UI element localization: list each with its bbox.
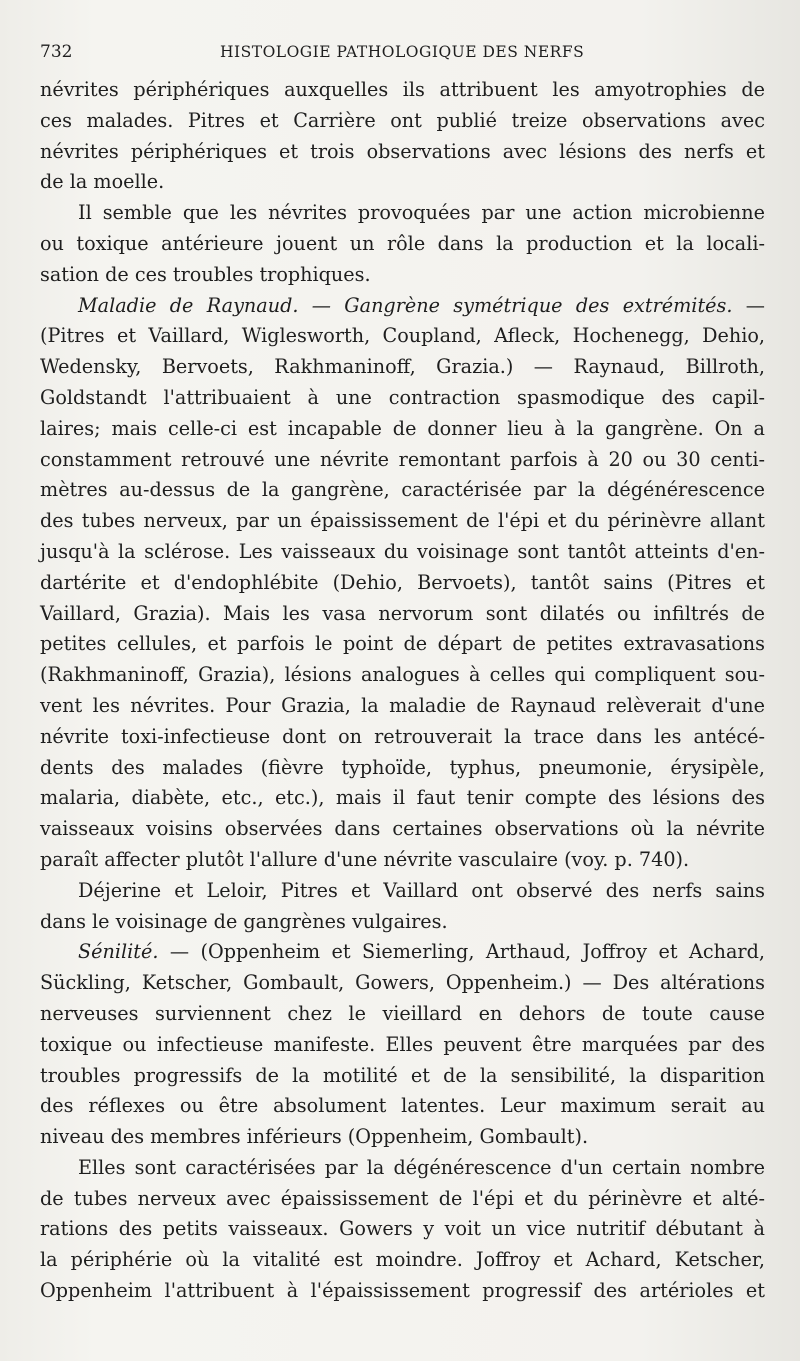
text-line: névrites périphériques et trois observations avec lésions des nerfs et [40, 139, 765, 163]
text-line: jusqu'à la sclérose. Les vaisseaux du voisinage sont tantôt atteints d'en- [40, 539, 765, 563]
text-line: la périphérie où la vitalité est moindre. Joffroy et Achard, Ketscher, [40, 1248, 765, 1272]
text-line: laires; mais celle-ci est incapable de donner lieu à la gangrène. On a [40, 416, 765, 440]
text-line: dents des malades (fièvre typhoïde, typhus, pneumonie, érysipèle, [40, 755, 765, 779]
text-line: de la moelle. [40, 170, 165, 194]
text-line: paraît affecter plutôt l'allure d'une névrite vasculaire (voy. p. 740). [40, 847, 690, 871]
section-title: Maladie de Raynaud. — Gangrène symétrique des extrémités. [78, 293, 733, 317]
text-line: dans le voisinage de gangrènes vulgaires. [40, 909, 448, 933]
text-line: niveau des membres inférieurs (Oppenheim, Gombault). [40, 1125, 589, 1149]
text-line: ces malades. Pitres et Carrière ont publié treize observations avec [40, 108, 765, 132]
text-line: mètres au-dessus de la gangrène, caractérisée par la dégénérescence [40, 478, 765, 502]
text-line: ou toxique antérieure jouent un rôle dans la production et la locali- [40, 231, 765, 255]
text-line: de tubes nerveux avec épaississement de l'épi et du périnèvre et alté- [40, 1186, 765, 1210]
text-line: dartérite et d'endophlébite (Dehio, Bervoets), tantôt sains (Pitres et [40, 570, 765, 594]
text-line: des réflexes ou être absolument latentes. Leur maximum serait au [40, 1094, 765, 1118]
text-line: vent les névrites. Pour Grazia, la maladie de Raynaud relèverait d'une [40, 693, 765, 717]
text-line: Goldstandt l'attribuaient à une contraction spasmodique des capil- [40, 385, 765, 409]
page-number: 732 [40, 42, 73, 62]
text-line: constamment retrouvé une névrite remontant parfois à 20 ou 30 centi- [40, 447, 765, 471]
text-line: toxique ou infectieuse manifeste. Elles peuvent être marquées par des [40, 1032, 765, 1056]
text-line: nerveuses surviennent chez le vieillard en dehors de toute cause [40, 1001, 765, 1025]
section-title: Sénilité. [78, 940, 159, 964]
text-line: malaria, diabète, etc., etc.), mais il faut tenir compte des lésions des [40, 786, 765, 810]
text-line: névrites périphériques auxquelles ils attribuent les amyotrophies de [40, 78, 765, 101]
text-line: Oppenheim l'attribuent à l'épaississement progressif des artérioles et [40, 1279, 765, 1303]
section-heading-senilite: Sénilité. — (Oppenheim et Siemerling, Arthaud, Joffroy et Achard, [78, 940, 765, 964]
text-line: sation de ces troubles trophiques. [40, 262, 371, 286]
text-line: Sückling, Ketscher, Gombault, Gowers, Oppenheim.) — Des altérations [40, 971, 765, 995]
text-line: petites cellules, et parfois le point de départ de petites extravasations [40, 632, 765, 656]
text-line: (Pitres et Vaillard, Wiglesworth, Coupland, Afleck, Hochenegg, Dehio, [40, 324, 765, 348]
text-line: (Rakhmaninoff, Grazia), lésions analogues à celles qui compliquent sou- [40, 663, 765, 687]
running-head-title: HISTOLOGIE PATHOLOGIQUE DES NERFS [220, 43, 585, 61]
text-line: Vaillard, Grazia). Mais les vasa nervorum sont dilatés ou infiltrés de [40, 601, 765, 625]
text-line: troubles progressifs de la motilité et de la sensibilité, la disparition [40, 1063, 765, 1087]
text-line: Il semble que les névrites provoquées par une action microbienne [78, 201, 765, 225]
body-text [40, 75, 765, 1307]
text-line: Elles sont caractérisées par la dégénérescence d'un certain nombre [78, 1155, 765, 1179]
text-line: vaisseaux voisins observées dans certaines observations où la névrite [40, 817, 765, 841]
text-line: névrite toxi-infectieuse dont on retrouverait la trace dans les antécé- [40, 724, 765, 748]
text-line: des tubes nerveux, par un épaississement de l'épi et du périnèvre allant [40, 509, 765, 533]
text-line: rations des petits vaisseaux. Gowers y voit un vice nutritif débutant à [40, 1217, 765, 1241]
text-line: Déjerine et Leloir, Pitres et Vaillard ont observé des nerfs sains [78, 878, 765, 902]
section-heading-raynaud: Maladie de Raynaud. — Gangrène symétrique des extrémités. — [78, 293, 765, 317]
running-head [40, 40, 760, 64]
text-line: Wedensky, Bervoets, Rakhmaninoff, Grazia.) — Raynaud, Billroth, [40, 355, 765, 379]
